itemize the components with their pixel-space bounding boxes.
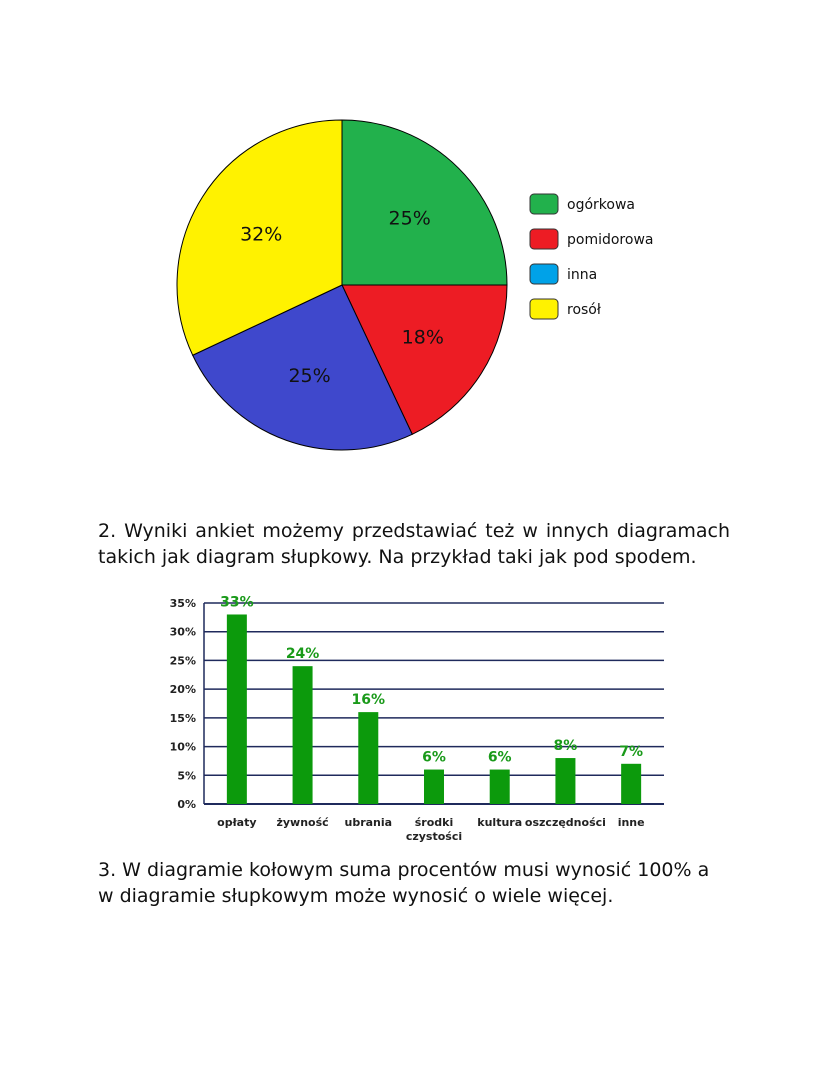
bar <box>227 614 247 804</box>
paragraph-3: 3. W diagramie kołowym suma procentów musi wynosić 100% a w diagramie słupkowym może wynosić o wiele więcej. <box>98 859 710 907</box>
pie-slice <box>342 120 507 285</box>
bar-value-label: 7% <box>619 743 644 760</box>
bar-value-label: 24% <box>285 646 320 663</box>
legend-label: rosół <box>567 302 601 318</box>
y-tick-label: 0% <box>177 798 196 811</box>
bar <box>490 770 510 804</box>
bar <box>621 764 641 804</box>
bar <box>424 770 444 804</box>
bar <box>358 712 378 804</box>
paragraph-2: 2. Wyniki ankiet możemy przedstawiać też w innych diagramach takich jak diagram słupkowy. Na przykład taki jak pod spodem. <box>98 520 730 568</box>
pie-slice-label: 25% <box>288 365 331 388</box>
x-tick-label: środki czystości <box>405 816 463 843</box>
y-tick-label: 35% <box>169 597 196 610</box>
bar <box>555 758 575 804</box>
x-tick-label: inne <box>617 816 645 829</box>
pie-slice-label: 32% <box>240 223 283 246</box>
bar-value-label: 8% <box>553 738 578 755</box>
legend-label: inna <box>567 267 598 283</box>
legend-label: pomidorowa <box>567 232 654 248</box>
legend-swatch <box>530 229 558 249</box>
legend-swatch <box>530 264 558 284</box>
bar-value-label: 6% <box>487 749 512 766</box>
y-tick-label: 10% <box>169 740 196 754</box>
pie-slice-label: 25% <box>388 207 431 230</box>
bar-value-label: 6% <box>422 749 446 766</box>
legend-swatch <box>530 194 558 214</box>
x-tick-label: żywność <box>276 816 329 829</box>
y-tick-label: 20% <box>169 683 196 697</box>
y-tick-label: 5% <box>177 769 196 783</box>
x-tick-label: opłaty <box>217 816 257 829</box>
x-tick-label: kultura <box>477 816 523 829</box>
x-tick-label: oszczędności <box>524 816 606 829</box>
bar-value-label: 16% <box>351 692 386 709</box>
y-tick-label: 25% <box>169 654 196 668</box>
bar <box>293 666 313 804</box>
x-tick-label: ubrania <box>344 816 393 829</box>
y-tick-label: 30% <box>169 625 196 639</box>
bar-value-label: 33% <box>220 594 254 611</box>
legend-label: ogórkowa <box>567 197 635 213</box>
y-tick-label: 15% <box>169 711 196 725</box>
legend-swatch <box>530 299 558 319</box>
pie-slice-label: 18% <box>401 326 444 349</box>
pie-chart <box>0 0 828 480</box>
